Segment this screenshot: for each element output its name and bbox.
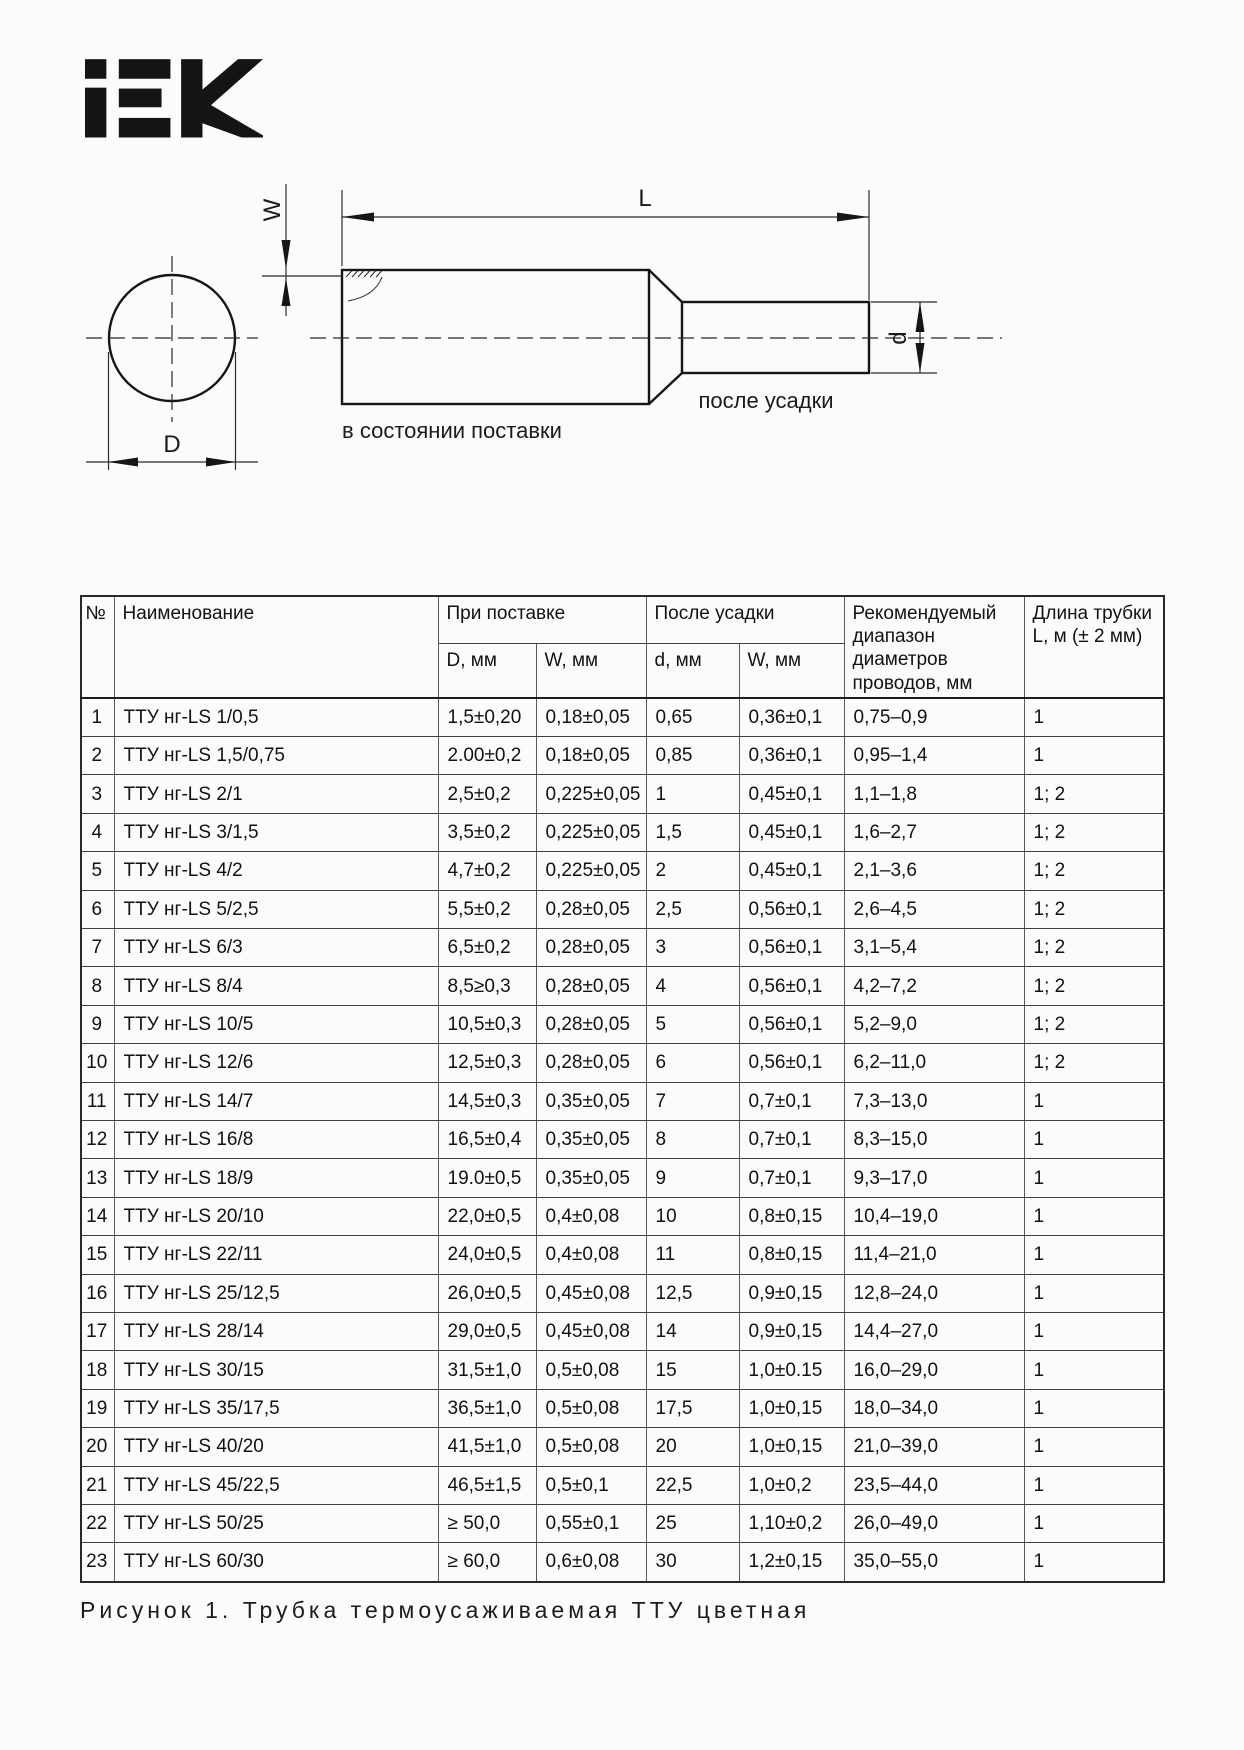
col-header-wire-range: Рекомендуемый диапазон диаметров проводов, мм [844, 596, 1024, 698]
cell-W2: 0,9±0,15 [739, 1274, 844, 1312]
cell-W1: 0,28±0,05 [536, 890, 646, 928]
cell-num: 8 [81, 967, 114, 1005]
cell-D: 1,5±0,20 [438, 698, 536, 737]
table-row [81, 1082, 1164, 1120]
tube-before-shrink [342, 270, 649, 404]
cell-length: 1; 2 [1024, 852, 1164, 890]
cell-W2: 0,45±0,1 [739, 852, 844, 890]
dimension-w [259, 184, 291, 316]
cell-range: 1,6–2,7 [844, 813, 1024, 851]
cell-name: ТТУ нг-LS 14/7 [114, 1082, 438, 1120]
cell-d: 0,85 [646, 737, 739, 775]
cell-length: 1; 2 [1024, 1044, 1164, 1082]
cell-d: 14 [646, 1312, 739, 1350]
cell-d: 1,5 [646, 813, 739, 851]
cell-D: 2,5±0,2 [438, 775, 536, 813]
table-row [81, 1504, 1164, 1542]
table-row [81, 1005, 1164, 1043]
dim-label-d-inner: d [885, 331, 912, 345]
cell-name: ТТУ нг-LS 8/4 [114, 967, 438, 1005]
label-after-shrink: после усадки [698, 388, 834, 413]
cell-D: 4,7±0,2 [438, 852, 536, 890]
cell-D: 22,0±0,5 [438, 1197, 536, 1235]
cell-num: 18 [81, 1351, 114, 1389]
cell-name: ТТУ нг-LS 20/10 [114, 1197, 438, 1235]
cell-d: 6 [646, 1044, 739, 1082]
cell-D: 19.0±0,5 [438, 1159, 536, 1197]
cell-name: ТТУ нг-LS 22/11 [114, 1236, 438, 1274]
table-row [81, 1428, 1164, 1466]
cell-d: 3 [646, 929, 739, 967]
cell-num: 7 [81, 929, 114, 967]
cell-W1: 0,35±0,05 [536, 1120, 646, 1158]
cell-length: 1 [1024, 1389, 1164, 1427]
cell-range: 4,2–7,2 [844, 967, 1024, 1005]
col-header-d-after: d, мм [646, 643, 739, 698]
cell-W2: 0,7±0,1 [739, 1120, 844, 1158]
cell-num: 16 [81, 1274, 114, 1312]
cell-length: 1; 2 [1024, 1005, 1164, 1043]
cell-W2: 0,8±0,15 [739, 1236, 844, 1274]
table-row [81, 1312, 1164, 1350]
cell-W1: 0,18±0,05 [536, 737, 646, 775]
cell-name: ТТУ нг-LS 60/30 [114, 1543, 438, 1582]
cell-num: 23 [81, 1543, 114, 1582]
cell-range: 5,2–9,0 [844, 1005, 1024, 1043]
cell-d: 17,5 [646, 1389, 739, 1427]
cell-W1: 0,28±0,05 [536, 929, 646, 967]
tube-technical-drawing [0, 140, 1010, 485]
cell-length: 1 [1024, 1197, 1164, 1235]
cell-d: 12,5 [646, 1274, 739, 1312]
dimension-l [342, 185, 869, 300]
col-header-W-after: W, мм [739, 643, 844, 698]
cell-D: 14,5±0,3 [438, 1082, 536, 1120]
cell-name: ТТУ нг-LS 1/0,5 [114, 698, 438, 737]
cell-name: ТТУ нг-LS 10/5 [114, 1005, 438, 1043]
cell-D: 12,5±0,3 [438, 1044, 536, 1082]
iek-logo [85, 48, 263, 138]
cell-length: 1 [1024, 1120, 1164, 1158]
cell-d: 20 [646, 1428, 739, 1466]
cell-d: 4 [646, 967, 739, 1005]
cell-d: 11 [646, 1236, 739, 1274]
label-delivery-state: в состоянии поставки [342, 418, 562, 443]
cell-num: 14 [81, 1197, 114, 1235]
table-row [81, 1466, 1164, 1504]
cell-D: 3,5±0,2 [438, 813, 536, 851]
cell-d: 9 [646, 1159, 739, 1197]
cell-name: ТТУ нг-LS 5/2,5 [114, 890, 438, 928]
cell-range: 12,8–24,0 [844, 1274, 1024, 1312]
cell-d: 2,5 [646, 890, 739, 928]
cell-W1: 0,225±0,05 [536, 813, 646, 851]
cell-d: 22,5 [646, 1466, 739, 1504]
col-header-name: Наименование [114, 596, 438, 698]
taper-bottom [649, 373, 682, 404]
cell-num: 12 [81, 1120, 114, 1158]
cell-W2: 0,45±0,1 [739, 775, 844, 813]
cell-D: 2.00±0,2 [438, 737, 536, 775]
cell-W1: 0,28±0,05 [536, 1044, 646, 1082]
col-header-W-supply: W, мм [536, 643, 646, 698]
figure-caption: Рисунок 1. Трубка термоусаживаемая ТТУ цветная [80, 1597, 811, 1623]
table-row [81, 890, 1164, 928]
cell-range: 1,1–1,8 [844, 775, 1024, 813]
cell-num: 20 [81, 1428, 114, 1466]
cell-D: 24,0±0,5 [438, 1236, 536, 1274]
table-body [81, 698, 1164, 1582]
cell-W1: 0,18±0,05 [536, 698, 646, 737]
cell-W2: 1,0±0,2 [739, 1466, 844, 1504]
cell-D: 36,5±1,0 [438, 1389, 536, 1427]
cell-length: 1 [1024, 1159, 1164, 1197]
dimension-d-outer [86, 352, 258, 470]
table-row [81, 1044, 1164, 1082]
cell-range: 18,0–34,0 [844, 1389, 1024, 1427]
spec-table [80, 595, 1165, 1583]
cell-W1: 0,5±0,08 [536, 1351, 646, 1389]
cell-range: 2,6–4,5 [844, 890, 1024, 928]
cell-range: 11,4–21,0 [844, 1236, 1024, 1274]
cell-name: ТТУ нг-LS 40/20 [114, 1428, 438, 1466]
cell-length: 1 [1024, 1504, 1164, 1542]
cell-num: 13 [81, 1159, 114, 1197]
cell-D: 6,5±0,2 [438, 929, 536, 967]
cell-W2: 0,56±0,1 [739, 929, 844, 967]
cell-range: 7,3–13,0 [844, 1082, 1024, 1120]
cell-W1: 0,5±0,08 [536, 1428, 646, 1466]
spec-table-head [81, 596, 1164, 698]
cell-range: 21,0–39,0 [844, 1428, 1024, 1466]
cell-W2: 0,56±0,1 [739, 890, 844, 928]
table-row [81, 1236, 1164, 1274]
cell-name: ТТУ нг-LS 30/15 [114, 1351, 438, 1389]
cell-W1: 0,55±0,1 [536, 1504, 646, 1542]
cell-num: 19 [81, 1389, 114, 1427]
cell-range: 9,3–17,0 [844, 1159, 1024, 1197]
cell-range: 2,1–3,6 [844, 852, 1024, 890]
cell-range: 26,0–49,0 [844, 1504, 1024, 1542]
cell-name: ТТУ нг-LS 50/25 [114, 1504, 438, 1542]
cell-name: ТТУ нг-LS 16/8 [114, 1120, 438, 1158]
cell-name: ТТУ нг-LS 45/22,5 [114, 1466, 438, 1504]
cell-d: 0,65 [646, 698, 739, 737]
cell-D: 46,5±1,5 [438, 1466, 536, 1504]
cell-num: 6 [81, 890, 114, 928]
cell-num: 1 [81, 698, 114, 737]
cell-num: 15 [81, 1236, 114, 1274]
table-row [81, 1351, 1164, 1389]
cell-range: 10,4–19,0 [844, 1197, 1024, 1235]
cell-d: 25 [646, 1504, 739, 1542]
table-row [81, 967, 1164, 1005]
cell-W2: 1,0±0,15 [739, 1389, 844, 1427]
cell-name: ТТУ нг-LS 6/3 [114, 929, 438, 967]
cell-W2: 0,56±0,1 [739, 1044, 844, 1082]
cell-W1: 0,28±0,05 [536, 1005, 646, 1043]
cell-D: 31,5±1,0 [438, 1351, 536, 1389]
table-row [81, 929, 1164, 967]
table-row [81, 1543, 1164, 1582]
cell-W1: 0,45±0,08 [536, 1312, 646, 1350]
cell-length: 1; 2 [1024, 775, 1164, 813]
cell-name: ТТУ нг-LS 35/17,5 [114, 1389, 438, 1427]
cell-range: 16,0–29,0 [844, 1351, 1024, 1389]
cell-length: 1 [1024, 1466, 1164, 1504]
table-row [81, 1274, 1164, 1312]
cell-D: 26,0±0,5 [438, 1274, 536, 1312]
cell-length: 1 [1024, 698, 1164, 737]
dim-label-l: L [638, 185, 652, 212]
cell-D: 8,5≥0,3 [438, 967, 536, 1005]
cell-range: 14,4–27,0 [844, 1312, 1024, 1350]
cell-d: 7 [646, 1082, 739, 1120]
cell-W1: 0,225±0,05 [536, 775, 646, 813]
cell-W1: 0,5±0,08 [536, 1389, 646, 1427]
cell-W1: 0,45±0,08 [536, 1274, 646, 1312]
cell-W2: 0,7±0,1 [739, 1082, 844, 1120]
cell-W1: 0,28±0,05 [536, 967, 646, 1005]
cell-name: ТТУ нг-LS 28/14 [114, 1312, 438, 1350]
cell-length: 1 [1024, 1428, 1164, 1466]
cell-W1: 0,6±0,08 [536, 1543, 646, 1582]
cell-range: 0,95–1,4 [844, 737, 1024, 775]
cell-W1: 0,35±0,05 [536, 1082, 646, 1120]
table-row [81, 1197, 1164, 1235]
cell-num: 11 [81, 1082, 114, 1120]
cell-num: 21 [81, 1466, 114, 1504]
dimension-d-inner [871, 302, 937, 373]
table-row [81, 1120, 1164, 1158]
cell-D: 5,5±0,2 [438, 890, 536, 928]
cell-length: 1; 2 [1024, 929, 1164, 967]
cell-D: ≥ 60,0 [438, 1543, 536, 1582]
cell-W2: 0,36±0,1 [739, 737, 844, 775]
taper-top [649, 270, 682, 302]
cell-d: 5 [646, 1005, 739, 1043]
cell-name: ТТУ нг-LS 25/12,5 [114, 1274, 438, 1312]
cell-D: 16,5±0,4 [438, 1120, 536, 1158]
cell-num: 2 [81, 737, 114, 775]
cell-W2: 0,56±0,1 [739, 1005, 844, 1043]
cell-name: ТТУ нг-LS 3/1,5 [114, 813, 438, 851]
wall-hatch-detail [262, 271, 382, 302]
cell-num: 17 [81, 1312, 114, 1350]
cell-length: 1 [1024, 1236, 1164, 1274]
cell-name: ТТУ нг-LS 4/2 [114, 852, 438, 890]
cell-num: 3 [81, 775, 114, 813]
cell-range: 3,1–5,4 [844, 929, 1024, 967]
cell-W2: 0,36±0,1 [739, 698, 844, 737]
cell-W2: 0,45±0,1 [739, 813, 844, 851]
cell-length: 1 [1024, 737, 1164, 775]
cell-name: ТТУ нг-LS 18/9 [114, 1159, 438, 1197]
col-header-tube-length: Длина трубки L, м (± 2 мм) [1024, 596, 1164, 698]
cell-name: ТТУ нг-LS 2/1 [114, 775, 438, 813]
cell-num: 22 [81, 1504, 114, 1542]
table-row [81, 737, 1164, 775]
cell-d: 8 [646, 1120, 739, 1158]
cell-W1: 0,35±0,05 [536, 1159, 646, 1197]
cell-d: 30 [646, 1543, 739, 1582]
cell-range: 0,75–0,9 [844, 698, 1024, 737]
cell-D: ≥ 50,0 [438, 1504, 536, 1542]
cell-length: 1; 2 [1024, 890, 1164, 928]
cell-length: 1; 2 [1024, 813, 1164, 851]
cell-num: 4 [81, 813, 114, 851]
cell-D: 41,5±1,0 [438, 1428, 536, 1466]
iek-logo-glyphs [85, 59, 263, 137]
cell-d: 15 [646, 1351, 739, 1389]
cell-range: 8,3–15,0 [844, 1120, 1024, 1158]
cell-W2: 1,0±0.15 [739, 1351, 844, 1389]
cell-length: 1 [1024, 1274, 1164, 1312]
cell-W2: 1,0±0,15 [739, 1428, 844, 1466]
cell-W1: 0,4±0,08 [536, 1236, 646, 1274]
table-row [81, 852, 1164, 890]
col-group-after-shrink: После усадки [646, 596, 844, 643]
cell-num: 10 [81, 1044, 114, 1082]
cell-W1: 0,225±0,05 [536, 852, 646, 890]
table-row [81, 775, 1164, 813]
cell-D: 29,0±0,5 [438, 1312, 536, 1350]
cell-W2: 1,10±0,2 [739, 1504, 844, 1542]
cell-W1: 0,4±0,08 [536, 1197, 646, 1235]
cell-length: 1 [1024, 1312, 1164, 1350]
cell-name: ТТУ нг-LS 1,5/0,75 [114, 737, 438, 775]
col-group-delivery: При поставке [438, 596, 646, 643]
cell-W2: 1,2±0,15 [739, 1543, 844, 1582]
col-header-num: № [81, 596, 114, 698]
cell-name: ТТУ нг-LS 12/6 [114, 1044, 438, 1082]
table-row [81, 1389, 1164, 1427]
cell-range: 23,5–44,0 [844, 1466, 1024, 1504]
cell-W2: 0,56±0,1 [739, 967, 844, 1005]
cell-W2: 0,8±0,15 [739, 1197, 844, 1235]
table-row [81, 1159, 1164, 1197]
col-header-D-supply: D, мм [438, 643, 536, 698]
cell-d: 2 [646, 852, 739, 890]
cell-range: 6,2–11,0 [844, 1044, 1024, 1082]
cell-length: 1 [1024, 1082, 1164, 1120]
table-row [81, 813, 1164, 851]
cell-num: 5 [81, 852, 114, 890]
cell-length: 1 [1024, 1543, 1164, 1582]
cell-d: 1 [646, 775, 739, 813]
cell-d: 10 [646, 1197, 739, 1235]
dim-label-w: W [259, 198, 286, 222]
dim-label-d-outer: D [163, 431, 181, 458]
cell-W2: 0,7±0,1 [739, 1159, 844, 1197]
cell-range: 35,0–55,0 [844, 1543, 1024, 1582]
cell-length: 1; 2 [1024, 967, 1164, 1005]
cell-W2: 0,9±0,15 [739, 1312, 844, 1350]
cell-D: 10,5±0,3 [438, 1005, 536, 1043]
cell-length: 1 [1024, 1351, 1164, 1389]
table-row [81, 698, 1164, 737]
cell-num: 9 [81, 1005, 114, 1043]
cell-W1: 0,5±0,1 [536, 1466, 646, 1504]
